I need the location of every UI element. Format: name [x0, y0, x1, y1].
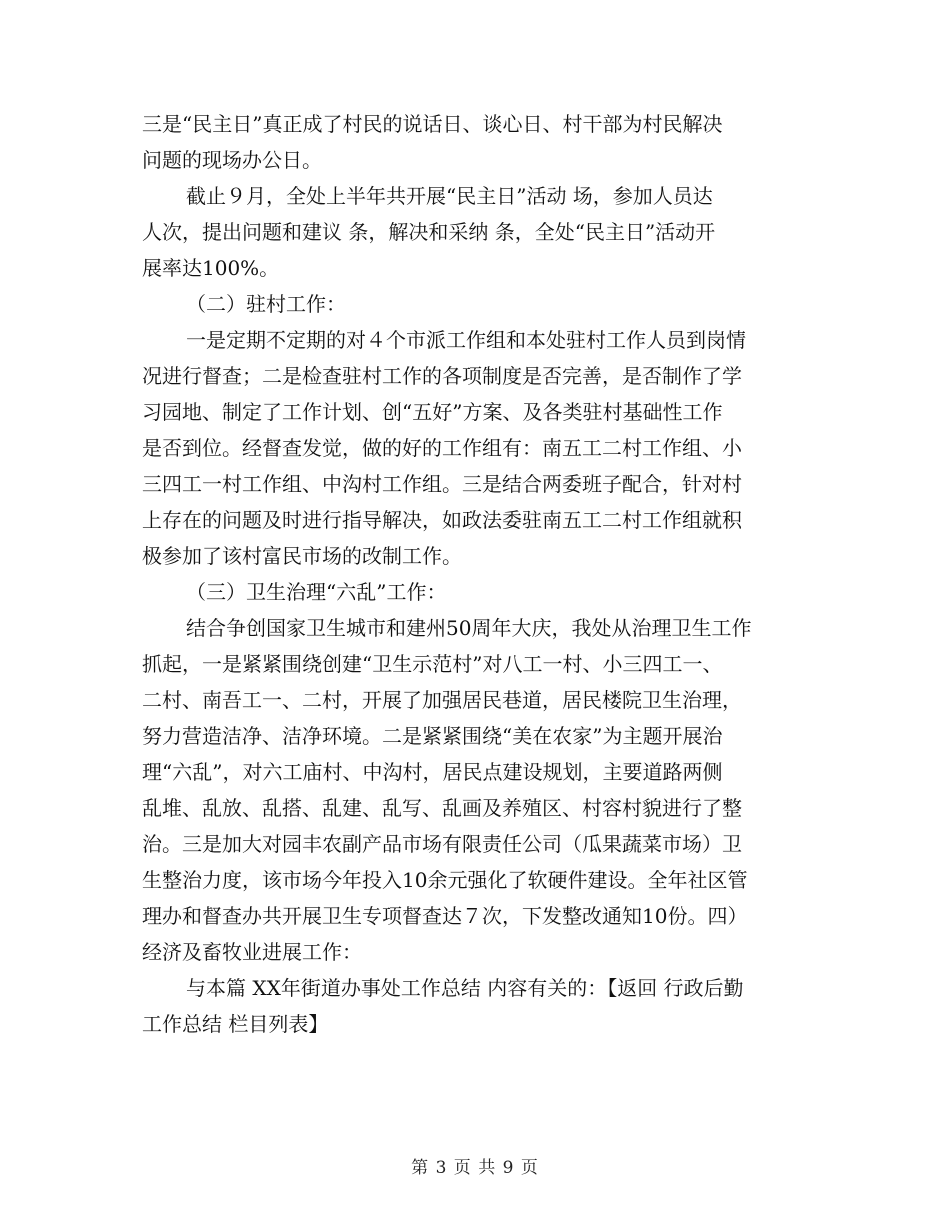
- text-line: 况进行督查；二是检查驻村工作的各项制度是否完善，是否制作了学: [142, 364, 742, 388]
- text-line: 展率达100%。: [142, 256, 280, 280]
- text-line: 极参加了该村富民市场的改制工作。: [142, 544, 462, 568]
- text-line: 经济及畜牧业进展工作：: [142, 940, 362, 964]
- text-line: 人次，提出问题和建议 条，解决和采纳 条，全处“民主日”活动开: [142, 220, 716, 244]
- section-heading: （二）驻村工作：: [186, 292, 346, 316]
- text-line: 三是“民主日”真正成了村民的说话日、谈心日、村干部为村民解决: [142, 112, 723, 136]
- text-line: 一是定期不定期的对４个市派工作组和本处驻村工作人员到岗情: [186, 328, 746, 352]
- text-line: 上存在的问题及时进行指导解决，如政法委驻南五工二村工作组就积: [142, 508, 742, 532]
- text-line: 治。三是加大对园丰农副产品市场有限责任公司（瓜果蔬菜市场）卫: [142, 832, 742, 856]
- section-heading: （三）卫生治理“六乱”工作：: [186, 580, 447, 604]
- text-line: 理办和督查办共开展卫生专项督查达７次，下发整改通知10份。四）: [142, 904, 748, 928]
- text-line: 问题的现场办公日。: [142, 148, 322, 172]
- text-line: 努力营造洁净、洁净环境。二是紧紧围绕“美在农家”为主题开展治: [142, 724, 723, 748]
- text-line: 三四工一村工作组、中沟村工作组。三是结合两委班子配合，针对村: [142, 472, 742, 496]
- related-link-line[interactable]: 工作总结 栏目列表】: [142, 1012, 329, 1036]
- text-line: 理“六乱”，对六工庙村、中沟村，居民点建设规划，主要道路两侧: [142, 760, 723, 784]
- text-line: 乱堆、乱放、乱搭、乱建、乱写、乱画及养殖区、村容村貌进行了整: [142, 796, 742, 820]
- text-line: 结合争创国家卫生城市和建州50周年大庆，我处从治理卫生工作: [186, 616, 752, 640]
- related-link-line[interactable]: 与本篇 XX年街道办事处工作总结 内容有关的：【返回 行政后勤: [186, 976, 744, 1000]
- text-line: 抓起，一是紧紧围绕创建“卫生示范村”对八工一村、小三四工一、: [142, 652, 723, 676]
- document-body: [142, 106, 810, 1042]
- text-line: 生整治力度，该市场今年投入10余元强化了软硬件建设。全年社区管: [142, 868, 748, 892]
- text-line: 二村、南吾工一、二村，开展了加强居民巷道，居民楼院卫生治理，: [142, 688, 742, 712]
- text-line: 是否到位。经督查发觉，做的好的工作组有：南五工二村工作组、小: [142, 436, 742, 460]
- text-line: 习园地、制定了工作计划、创“五好”方案、及各类驻村基础性工作: [142, 400, 723, 424]
- text-line: 截止９月，全处上半年共开展“民主日”活动 场，参加人员达: [186, 184, 713, 208]
- page-number: 第 3 页 共 9 页: [411, 1158, 539, 1178]
